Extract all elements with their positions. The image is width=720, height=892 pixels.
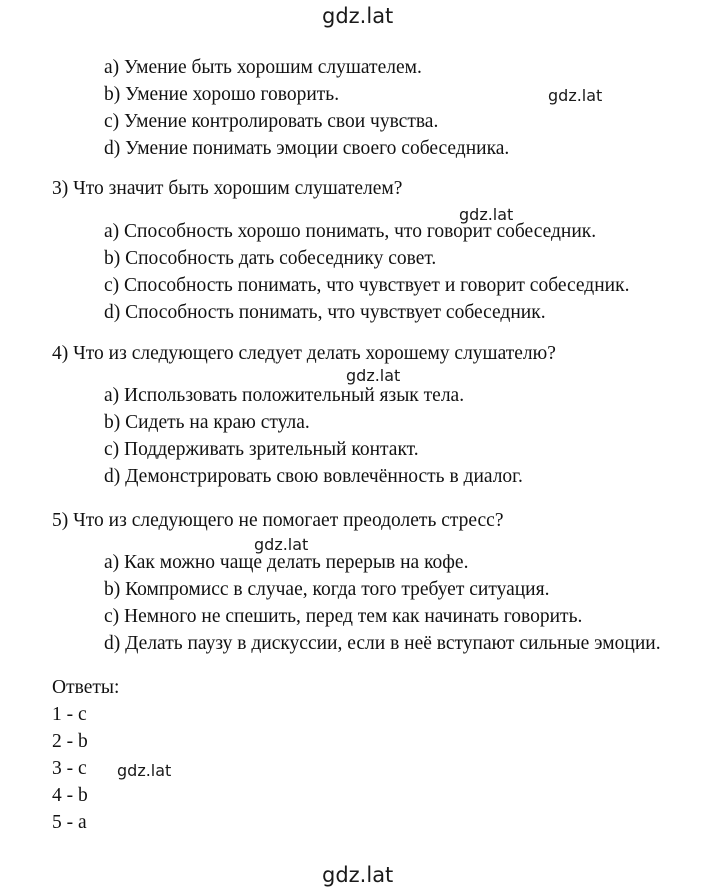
answer-item: 3 - c xyxy=(52,758,87,779)
option-5b: b) Компромисс в случае, когда того требует ситуация. xyxy=(104,579,550,600)
option-4d: d) Демонстрировать свою вовлечённость в диалог. xyxy=(104,466,523,487)
watermark: gdz.lat xyxy=(254,535,309,554)
question-3-text: 3) Что значит быть хорошим слушателем? xyxy=(52,178,403,199)
option-2c: c) Умение контролировать свои чувства. xyxy=(104,111,439,132)
answer-item: 2 - b xyxy=(52,731,88,752)
question-5-text: 5) Что из следующего не помогает преодолеть стресс? xyxy=(52,510,504,531)
option-3d: d) Способность понимать, что чувствует собеседник. xyxy=(104,302,546,323)
option-4a: a) Использовать положительный язык тела. xyxy=(104,385,465,406)
watermark-bottom: gdz.lat xyxy=(322,863,394,887)
option-2d: d) Умение понимать эмоции своего собеседника. xyxy=(104,138,510,159)
option-3b: b) Способность дать собеседнику совет. xyxy=(104,248,437,269)
watermark: gdz.lat xyxy=(346,366,401,385)
option-4c: c) Поддерживать зрительный контакт. xyxy=(104,439,419,460)
option-2b: b) Умение хорошо говорить. xyxy=(104,84,340,105)
watermark: gdz.lat xyxy=(117,761,172,780)
answer-item: 5 - a xyxy=(52,812,87,833)
watermark-top: gdz.lat xyxy=(322,4,394,28)
answer-item: 4 - b xyxy=(52,785,88,806)
option-3c: c) Способность понимать, что чувствует и говорит собеседник. xyxy=(104,275,630,296)
option-5a: a) Как можно чаще делать перерыв на кофе. xyxy=(104,552,469,573)
option-2a: a) Умение быть хорошим слушателем. xyxy=(104,57,422,78)
option-3a: a) Способность хорошо понимать, что говорит собеседник. xyxy=(104,221,597,242)
option-5c: c) Немного не спешить, перед тем как начинать говорить. xyxy=(104,606,583,627)
answers-heading: Ответы: xyxy=(52,677,120,698)
watermark: gdz.lat xyxy=(459,205,514,224)
answer-item: 1 - c xyxy=(52,704,87,725)
question-4-text: 4) Что из следующего следует делать хорошему слушателю? xyxy=(52,343,556,364)
option-4b: b) Сидеть на краю стула. xyxy=(104,412,310,433)
option-5d: d) Делать паузу в дискуссии, если в неё вступают сильные эмоции. xyxy=(104,633,661,654)
watermark: gdz.lat xyxy=(548,86,603,105)
